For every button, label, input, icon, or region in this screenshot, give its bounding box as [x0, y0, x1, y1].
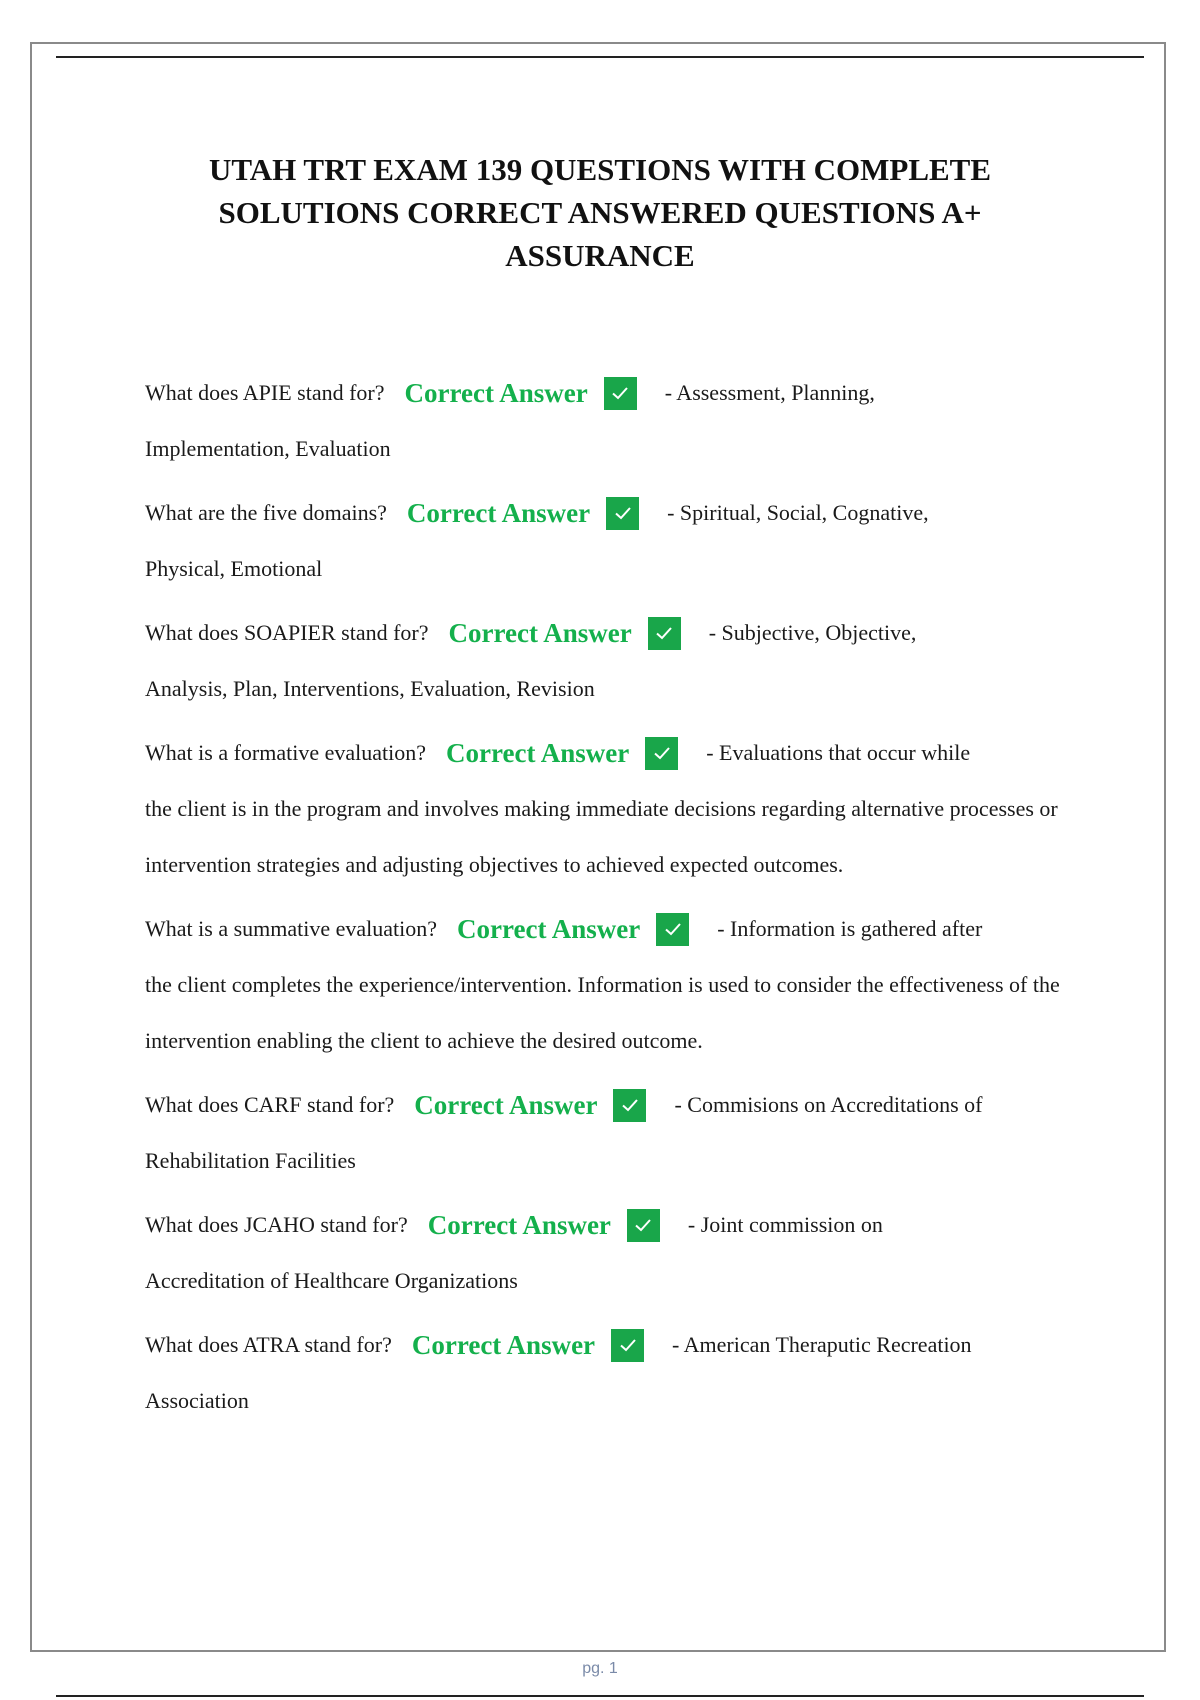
qa-item [145, 1197, 1065, 1309]
question-text: What does SOAPIER stand for? [145, 620, 429, 645]
checkmark-icon [656, 913, 689, 946]
checkmark-icon [606, 497, 639, 530]
question-text: What does APIE stand for? [145, 380, 385, 405]
qa-item [145, 1077, 1065, 1189]
answer-continuation: Rehabilitation Facilities [145, 1148, 356, 1173]
answer-start: - Commisions on Accreditations of [674, 1092, 983, 1117]
qa-item [145, 725, 1065, 893]
answer-continuation: the client completes the experience/intervention. Information is used to consider the effectiveness of the intervention enabling the client to achieve the desired outcome. [145, 972, 1060, 1053]
qa-item [145, 1317, 1065, 1429]
qa-item [145, 485, 1065, 597]
correct-answer-label: Correct Answer [446, 737, 630, 768]
answer-continuation: Implementation, Evaluation [145, 436, 391, 461]
checkmark-icon [648, 617, 681, 650]
answer-continuation: the client is in the program and involves making immediate decisions regarding alternative processes or intervention strategies and adjusting objectives to achieved expected outcomes. [145, 796, 1058, 877]
question-text: What does JCAHO stand for? [145, 1212, 408, 1237]
checkmark-icon [645, 737, 678, 770]
correct-answer-label: Correct Answer [411, 1329, 596, 1360]
qa-item [145, 605, 1065, 717]
qa-item [145, 901, 1065, 1069]
checkmark-icon [604, 377, 637, 410]
correct-answer-label: Correct Answer [406, 497, 591, 528]
correct-answer-label: Correct Answer [414, 1089, 598, 1120]
answer-continuation: Association [145, 1388, 249, 1413]
answer-continuation: Physical, Emotional [145, 556, 323, 581]
qa-item [145, 365, 1065, 477]
question-text: What does CARF stand for? [145, 1092, 395, 1117]
correct-answer-label: Correct Answer [448, 617, 632, 648]
answer-start: - Information is gathered after [717, 916, 983, 941]
answer-continuation: Accreditation of Healthcare Organizations [145, 1268, 518, 1293]
question-text: What does ATRA stand for? [145, 1332, 392, 1357]
answer-start: - Assessment, Planning, [664, 380, 875, 405]
answer-continuation: Analysis, Plan, Interventions, Evaluation, Revision [145, 676, 595, 701]
correct-answer-label: Correct Answer [457, 913, 641, 944]
page-number: pg. 1 [582, 1660, 618, 1677]
answer-start: - Spiritual, Social, Cognative, [667, 500, 929, 525]
question-text: What is a formative evaluation? [145, 740, 426, 765]
checkmark-icon [613, 1089, 646, 1122]
header-rule [56, 56, 1144, 58]
correct-answer-label: Correct Answer [404, 377, 588, 408]
correct-answer-label: Correct Answer [427, 1209, 611, 1240]
question-text: What are the five domains? [145, 500, 387, 525]
answer-start: - American Theraputic Recreation [672, 1332, 972, 1357]
answer-start: - Subjective, Objective, [708, 620, 917, 645]
answer-start: - Evaluations that occur while [706, 740, 971, 765]
answer-start: - Joint commission on [687, 1212, 883, 1237]
qa-list [145, 365, 1065, 1437]
footer-rule [56, 1695, 1144, 1697]
checkmark-icon [611, 1329, 644, 1362]
document-title: UTAH TRT EXAM 139 QUESTIONS WITH COMPLETE SOLUTIONS CORRECT ANSWERED QUESTIONS A+ ASSURANCE [208, 152, 992, 273]
checkmark-icon [627, 1209, 660, 1242]
question-text: What is a summative evaluation? [145, 916, 438, 941]
